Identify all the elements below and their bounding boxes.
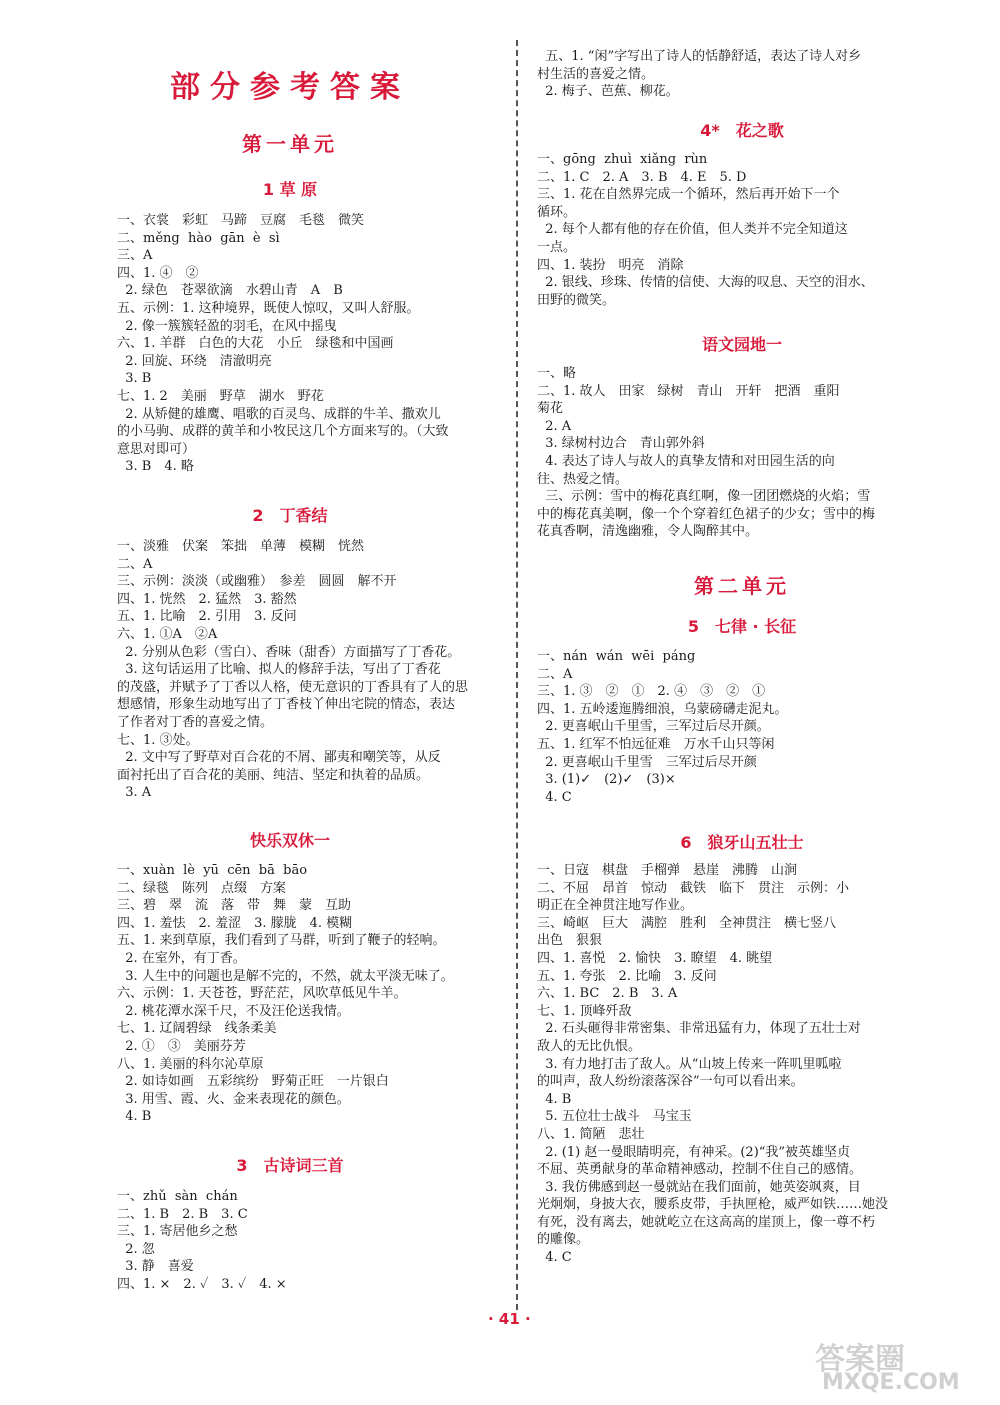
- section-gushici-answers: [117, 1188, 517, 1294]
- answer-line: 的小马驹、成群的黄羊和小牧民这几个方面来写的。（大致: [117, 424, 449, 440]
- answer-line: 五、1. “闲”字写出了诗人的恬静舒适，表达了诗人对乡: [537, 49, 862, 64]
- watermark-url: MXQE.COM: [822, 1370, 960, 1395]
- answer-line: 3. 静 喜爱: [117, 1259, 194, 1275]
- answer-line: 2. 更喜岷山千里雪，三军过后尽开颜。: [537, 719, 770, 735]
- answer-line: 三、示例：雪中的梅花真红啊，像一团团燃烧的火焰；雪: [537, 489, 871, 505]
- answer-line: 4. B: [537, 1091, 572, 1107]
- answer-line: 出色 狠狠: [537, 933, 603, 949]
- answer-line: 二、1. B 2. B 3. C: [117, 1206, 248, 1222]
- answer-line: 3. 用雪、霞、火、金来表现花的颜色。: [117, 1091, 350, 1107]
- answer-line: 3. 这句话运用了比喻、拟人的修辞手法，写出了丁香花: [117, 662, 441, 678]
- answer-line: 2. 从矫健的雄鹰、唱歌的百灵鸟、成群的牛羊、撒欢儿: [117, 406, 441, 422]
- answer-line: 4. B: [117, 1109, 152, 1125]
- unit-heading-1: 第一单元: [242, 132, 338, 156]
- answer-line: 三、1. 寄居他乡之愁: [117, 1224, 238, 1240]
- answer-line: 4. 表达了诗人与故人的真挚友情和对田园生活的向: [537, 453, 835, 469]
- section-caoyuan-answers: [117, 212, 517, 476]
- answer-line: 二、1. C 2. A 3. B 4. E 5. D: [537, 169, 747, 185]
- answer-line: 四、1. 五岭逶迤腾细浪，乌蒙磅礴走泥丸。: [537, 701, 788, 717]
- answer-line: 花真香啊，清逸幽雅，令人陶醉其中。: [537, 524, 759, 540]
- answer-line: 二、A: [537, 666, 573, 682]
- answer-line: 2. 如诗如画 五彩缤纷 野菊正旺 一片银白: [117, 1074, 389, 1090]
- answer-line: 2. (1) 赵一曼眼睛明亮，有神采。(2)“我”被英雄坚贞: [537, 1144, 851, 1160]
- section-title-huazhige: 4* 花之歌: [700, 121, 784, 140]
- answer-line: 的雕像。: [537, 1232, 590, 1248]
- answer-line: 想感情，形象生动地写出了丁香枝丫伸出宅院的情态，表达: [117, 697, 456, 713]
- answer-line: 明正在全神贯注地写作业。: [537, 898, 694, 914]
- watermark-stamp: 答案圈: [815, 1342, 905, 1377]
- answer-line: 3. B 4. 略: [117, 459, 194, 475]
- answer-line: 有死，没有离去，她就屹立在这高高的崖顶上，像一尊不朽: [537, 1214, 876, 1230]
- answer-line: 2. 桃花潭水深千尺，不及汪伦送我情。: [117, 1003, 350, 1019]
- answer-line: 2. 更喜岷山千里雪 三军过后尽开颜: [537, 754, 757, 770]
- answer-line: 中的梅花真美啊，像一个个穿着红色裙子的少女；雪中的梅: [537, 506, 876, 522]
- answer-line: 2. 分别从色彩（雪白）、香味（甜香）方面描写了丁香花。: [117, 644, 461, 660]
- section-title-gushici: 3 古诗词三首: [236, 1156, 344, 1175]
- answer-line: 二、不屈 昂首 惊动 截铁 临下 贯注 示例：小: [537, 880, 850, 896]
- answer-line: 3. B: [117, 371, 152, 387]
- section-title-yuwenyuandi: 语文园地一: [701, 335, 782, 354]
- answer-line: 不屈、英勇献身的革命精神感动，控制不住自己的感情。: [537, 1162, 863, 1178]
- answer-line: 2. 文中写了野草对百合花的不屑、鄙夷和嘲笑等，从反: [117, 750, 441, 766]
- answer-line: 一、xuàn lè yū cēn bā bāo: [117, 863, 308, 878]
- answer-line: 六、1. ①A ②A: [117, 626, 218, 642]
- answer-line: 四、1. 羞怯 2. 羞涩 3. 朦胧 4. 模糊: [117, 915, 353, 931]
- answer-line: 七、1. 辽阔碧绿 线条柔美: [117, 1021, 277, 1037]
- page-number: · 41 ·: [488, 1310, 531, 1328]
- answer-line: 三、A: [117, 248, 153, 264]
- answer-line: 3. (1)✓ (2)✓ (3)×: [537, 772, 676, 788]
- section-title-kuaileshuangxiu: 快乐双休一: [249, 831, 330, 850]
- answer-line: 一、淡雅 伏案 笨拙 单薄 模糊 恍然: [117, 539, 365, 554]
- answer-line: 三、示例：淡淡（或幽雅） 参差 圆圆 解不开: [117, 574, 397, 590]
- page-title: 部分参考答案: [170, 70, 410, 105]
- answer-line: 三、1. 花在自然界完成一个循环，然后再开始下一个: [537, 187, 840, 203]
- answer-line: 2. 梅子、芭蕉、柳花。: [537, 84, 679, 100]
- answer-line: 四、1. 装扮 明亮 消除: [537, 257, 684, 273]
- section-changzheng-answers: [537, 648, 947, 806]
- answer-line: 四、1. 喜悦 2. 愉快 3. 瞭望 4. 眺望: [537, 950, 773, 966]
- answer-line: 六、示例：1. 天苍苍，野茫茫，风吹草低见牛羊。: [117, 986, 407, 1002]
- answer-line: 五、示例：1. 这种境界，既使人惊叹，又叫人舒服。: [117, 300, 420, 316]
- answer-line: 一、略: [537, 366, 577, 381]
- answer-line: 三、1. ③ ② ① 2. ④ ③ ② ①: [537, 684, 766, 700]
- answer-line: 一、日寇 棋盘 手榴弹 悬崖 沸腾 山涧: [537, 863, 798, 878]
- answer-line: 2. 每个人都有他的存在价值，但人类并不完全知道这: [537, 222, 848, 238]
- answer-line: 三、崎岖 巨大 满腔 胜利 全神贯注 横七竖八: [537, 915, 837, 931]
- answer-line: 一点。: [537, 239, 577, 255]
- answer-line: 2. 绿色 苍翠欲滴 水碧山青 A B: [117, 283, 343, 299]
- answer-line: 2. 像一簇簇轻盈的羽毛，在风中摇曳: [117, 318, 337, 334]
- answer-line: 2. 回旋、环绕 清澈明亮: [117, 353, 272, 369]
- answer-line: 二、A: [117, 556, 153, 572]
- section-title-changzheng: 5 七律 · 长征: [687, 617, 797, 636]
- answer-line: 2. 在室外，有丁香。: [117, 950, 246, 966]
- answer-line: 一、gōng zhuì xiǎng rùn: [537, 152, 708, 167]
- section-kuaileshuangxiu-answers: [117, 862, 517, 1126]
- section-continued-answers: [537, 48, 947, 101]
- section-huazhige-answers: [537, 151, 947, 309]
- answer-line: 六、1. 羊群 白色的大花 小丘 绿毯和中国画: [117, 336, 394, 352]
- answer-line: 二、1. 故人 田家 绿树 青山 开轩 把酒 重阳: [537, 383, 840, 399]
- answer-line: 的叫声，敌人纷纷滚落深谷”一句可以看出来。: [537, 1074, 804, 1090]
- answer-line: 一、zhǔ sàn chán: [117, 1189, 238, 1204]
- answer-line: 2. ① ③ 美丽芬芳: [117, 1038, 246, 1054]
- answer-line: 一、nán wán wēi páng: [537, 649, 696, 664]
- answer-line: 七、1. ③处。: [117, 732, 199, 748]
- answer-line: 五、1. 来到草原，我们看到了马群，听到了鞭子的轻响。: [117, 933, 446, 949]
- answer-line: 循环。: [537, 204, 577, 220]
- answer-line: 3. 我仿佛感到赵一曼就站在我们面前，她英姿飒爽，目: [537, 1179, 861, 1195]
- answer-line: 五、1. 夸张 2. 比喻 3. 反问: [537, 968, 717, 984]
- section-title-langyashan: 6 狼牙山五壮士: [680, 833, 804, 852]
- answer-line: 2. 忽: [117, 1241, 155, 1257]
- answer-line: 八、1. 美丽的科尔沁草原: [117, 1056, 264, 1072]
- answer-line: 往、热爱之情。: [537, 471, 629, 487]
- answer-line: 5. 五位壮士战斗 马宝玉: [537, 1109, 692, 1125]
- answer-line: 敌人的无比仇恨。: [537, 1038, 642, 1054]
- answer-line: 3. 人生中的问题也是解不完的，不然，就太平淡无味了。: [117, 968, 454, 984]
- answer-line: 八、1. 简陋 悲壮: [537, 1126, 645, 1142]
- answer-line: 3. 绿树村边合 青山郭外斜: [537, 436, 705, 452]
- answer-line: 了作者对丁香的喜爱之情。: [117, 714, 274, 730]
- answer-line: 4. C: [537, 789, 572, 805]
- answer-line: 二、绿毯 陈列 点缀 方案: [117, 880, 287, 896]
- answer-line: 2. A: [537, 418, 572, 434]
- section-title-caoyuan: 1 草 原: [262, 180, 318, 199]
- answer-line: 七、1. 顶峰歼敌: [537, 1003, 632, 1019]
- section-title-dingxiangjie: 2 丁香结: [252, 506, 328, 525]
- unit-heading-2: 第二单元: [694, 574, 790, 598]
- answer-line: 四、1. ④ ②: [117, 265, 199, 281]
- answer-line: 四、1. 恍然 2. 猛然 3. 豁然: [117, 591, 297, 607]
- answer-line: 一、衣裳 彩虹 马蹄 豆腐 毛毯 微笑: [117, 213, 365, 228]
- section-yuwenyuandi-answers: [537, 365, 947, 541]
- answer-line: 的茂盛，并赋予了丁香以人格，使无意识的丁香具有了人的思: [117, 679, 469, 695]
- answer-line: 七、1. 2 美丽 野草 湖水 野花: [117, 388, 324, 404]
- answer-line: 五、1. 比喻 2. 引用 3. 反问: [117, 609, 297, 625]
- answer-line: 面衬托出了百合花的美丽、纯洁、坚定和执着的品质。: [117, 767, 430, 783]
- answer-line: 2. 石头砸得非常密集、非常迅猛有力，体现了五壮士对: [537, 1021, 861, 1037]
- answer-line: 村生活的喜爱之情。: [537, 66, 655, 82]
- answer-line: 4. C: [537, 1250, 572, 1266]
- answer-line: 3. 有力地打击了敌人。从“山坡上传来一阵叽里呱啦: [537, 1056, 842, 1072]
- answer-line: 3. A: [117, 785, 152, 801]
- answer-line: 五、1. 红军不怕远征难 万水千山只等闲: [537, 736, 775, 752]
- answer-line: 意思对即可）: [117, 441, 196, 457]
- answer-line: 光炯炯，身披大衣，腰系皮带，手执匣枪，威严如铁……她没: [537, 1197, 889, 1213]
- answer-line: 田野的微笑。: [537, 292, 616, 308]
- answer-line: 菊花: [537, 401, 564, 417]
- answer-line: 2. 银线、珍珠、传情的信使、大海的叹息、天空的泪水、: [537, 275, 874, 291]
- section-dingxiangjie-answers: [117, 538, 517, 802]
- answer-line: 六、1. BC 2. B 3. A: [537, 986, 678, 1002]
- answer-line: 三、碧 翠 流 落 带 舞 蒙 互助: [117, 898, 352, 914]
- answer-line: 二、měng hào gān è sì: [117, 230, 280, 246]
- answer-line: 四、1. × 2. ✓ 3. ✓ 4. ×: [117, 1276, 287, 1292]
- section-langyashan-answers: [537, 862, 947, 1267]
